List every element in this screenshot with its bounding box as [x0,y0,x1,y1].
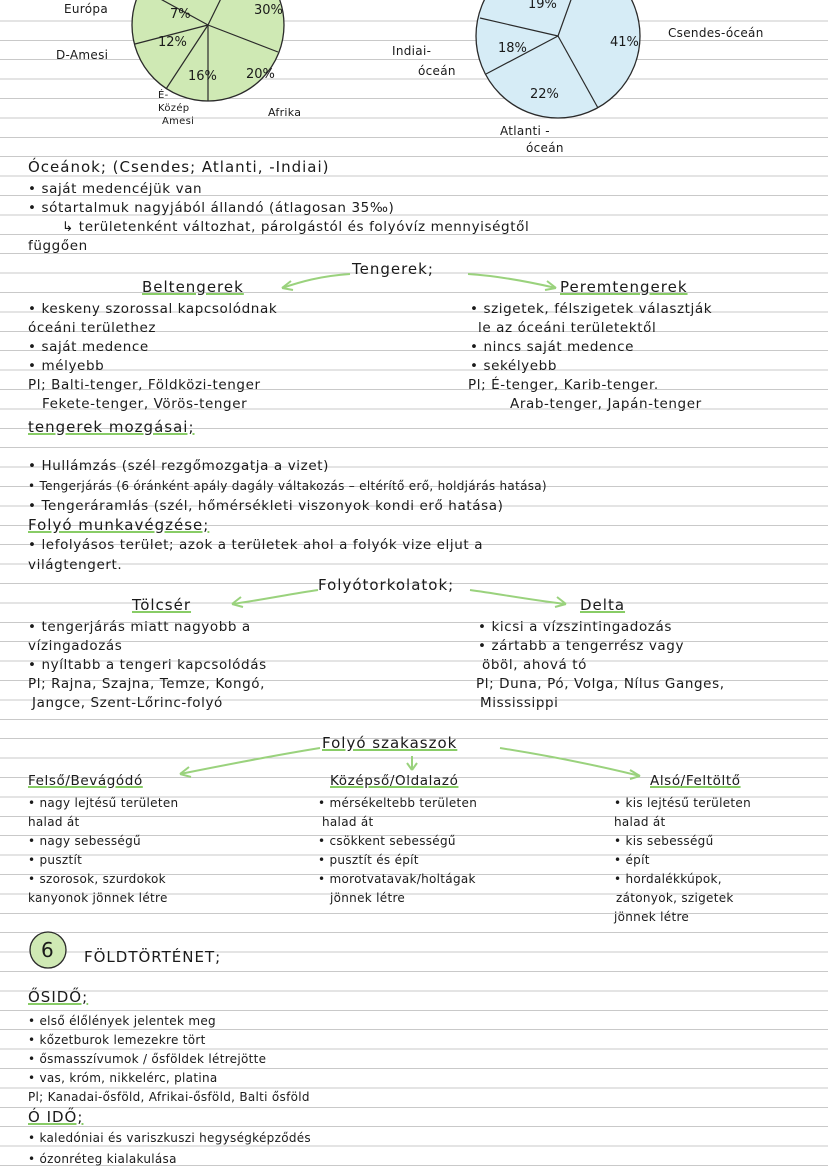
lower-line: • hordalékkúpok, [614,872,722,886]
okor-line: • ózonréteg kialakulása [28,1152,177,1166]
upper-line: halad át [28,815,80,829]
osido-line: • első élőlények jelentek meg [28,1014,216,1028]
label-indiai-2: óceán [418,64,456,78]
okor-line: • kaledóniai és variszkuszi hegységképződés [28,1131,311,1145]
pie-label-30: 30% [254,3,283,18]
upper-title: Felső/Bevágódó [28,773,143,789]
upper-line: • nagy lejtésű területen [28,796,179,810]
upper-line: • pusztít [28,853,83,867]
outer-line: • nincs saját medence [470,339,634,355]
middle-line: jönnek létre [330,891,406,905]
delta-line: • kicsi a vízszintingadozás [478,619,673,635]
osido-line: • ősmasszívumok / ősföldek létrejötte [28,1052,267,1066]
motion-line: • Hullámzás (szél rezgőmozgatja a vizet) [28,458,329,474]
upper-line: • nagy sebességű [28,834,141,848]
oceans-bullet: függően [28,238,88,254]
mouths-title: Folyótorkolatok; [318,576,455,594]
middle-line: • pusztít és épít [318,853,419,867]
label-csendes: Csendes-óceán [668,26,764,40]
motion-line: • Tengeráramlás (szél, hőmérsékleti viszonyok kondi erő hatása) [28,498,504,514]
estuary-line: • tengerjárás miatt nagyobb a [28,619,251,635]
oceans-pie [476,0,640,118]
osido-line: • kőzetburok lemezekre tört [28,1033,206,1047]
label-atlanti-2: óceán [526,141,564,155]
estuary-line: Pl; Rajna, Szajna, Temze, Kongó, [28,676,266,692]
motion-title: tengerek mozgásai; [28,418,195,436]
label-indiai-1: Indiai- [392,44,432,58]
river-work-title: Folyó munkavégzése; [28,516,210,534]
delta-line: Mississippi [480,695,559,711]
label-europa: Európa [64,2,108,16]
label-atlanti-1: Atlanti - [500,124,550,138]
label-e-kozep-3: Amesi [162,116,195,127]
estuary-line: • nyíltabb a tengeri kapcsolódás [28,657,267,673]
osido-title: ŐSIDŐ; [28,988,89,1006]
label-e-kozep-1: É- [158,90,169,101]
pie-label-20: 20% [246,67,275,82]
lower-line: • kis sebességű [614,834,714,848]
pie-label-12: 12% [158,35,187,50]
upper-line: kanyonok jönnek létre [28,891,168,905]
inner-line: Pl; Balti-tenger, Földközi-tenger [28,377,261,393]
label-e-kozep-2: Közép [158,103,190,114]
label-afrika: Afrika [268,106,302,119]
river-work-line: • lefolyásos terület; azok a területek ahol a folyók vize eljut a [28,537,484,553]
lower-line: • kis lejtésű területen [614,796,751,810]
outer-line: le az óceáni területektől [478,320,657,336]
upper-line: • szorosok, szurdokok [28,872,166,886]
delta-line: • zártabb a tengerrész vagy [478,638,685,654]
chapter-number: 6 [41,938,55,962]
delta-title: Delta [580,596,626,614]
chapter-title: FÖLDTÖRTÉNET; [84,948,222,966]
oceans-bullet: ↳ területenként változhat, párolgástól és folyóvíz mennyiségtől [62,219,530,235]
osido-line: Pl; Kanadai-ősföld, Afrikai-ősföld, Balti ősföld [28,1090,310,1104]
oceans-bullet: • saját medencéjük van [28,181,203,197]
middle-title: Középső/Oldalazó [330,773,459,789]
oceans-title: Óceánok; (Csendes; Atlanti, -Indiai) [28,158,330,176]
pie-label-19: 19% [528,0,557,12]
oceans-bullet: • sótartalmuk nagyjából állandó (átlagosan 35‰) [28,200,395,216]
pie-label-18: 18% [498,41,527,56]
seas-title: Tengerek; [352,260,434,278]
estuary-line: vízingadozás [28,638,123,654]
middle-line: • morotvatavak/holtágak [318,872,476,886]
inner-seas-title: Beltengerek [142,278,244,296]
sections-title: Folyó szakaszok [322,734,458,752]
lower-line: • épít [614,853,650,867]
outer-line: Arab-tenger, Japán-tenger [510,396,702,412]
outer-line: Pl; É-tenger, Karib-tenger. [468,377,659,393]
pie-label-22: 22% [530,87,559,102]
estuary-line: Jangce, Szent-Lőrinc-folyó [32,695,223,711]
inner-line: Fekete-tenger, Vörös-tenger [42,396,248,412]
motion-line: • Tengerjárás (6 óránként apály dagály váltakozás – eltérítő erő, holdjárás hatása) [28,479,547,493]
middle-line: halad át [322,815,374,829]
lower-line: halad át [614,815,666,829]
delta-line: Pl; Duna, Pó, Volga, Nílus Ganges, [476,676,725,692]
inner-line: • mélyebb [28,358,105,374]
lower-line: jönnek létre [614,910,690,924]
inner-line: óceáni területhez [28,320,157,336]
pie-label-41: 41% [610,35,639,50]
pie-label-16: 16% [188,69,217,84]
label-d-amer: D-Amesi [56,48,109,62]
osido-line: • vas, króm, nikkelérc, platina [28,1071,218,1085]
outer-line: • szigetek, félszigetek választják [470,301,713,317]
estuary-title: Tölcsér [132,596,192,614]
delta-line: öböl, ahová tó [482,657,588,673]
middle-line: • mérsékeltebb területen [318,796,478,810]
middle-line: • csökkent sebességű [318,834,456,848]
inner-line: • keskeny szorossal kapcsolódnak [28,301,278,317]
inner-line: • saját medence [28,339,149,355]
continents-pie [132,0,284,101]
lower-line: zátonyok, szigetek [616,891,734,905]
outer-seas-title: Peremtengerek [560,278,688,296]
okor-title: Ó IDŐ; [28,1108,84,1126]
river-work-line: világtengert. [28,557,123,573]
outer-line: • sekélyebb [470,358,558,374]
pie-label-7: 7% [170,7,191,22]
lower-title: Alsó/Feltöltő [650,773,741,789]
